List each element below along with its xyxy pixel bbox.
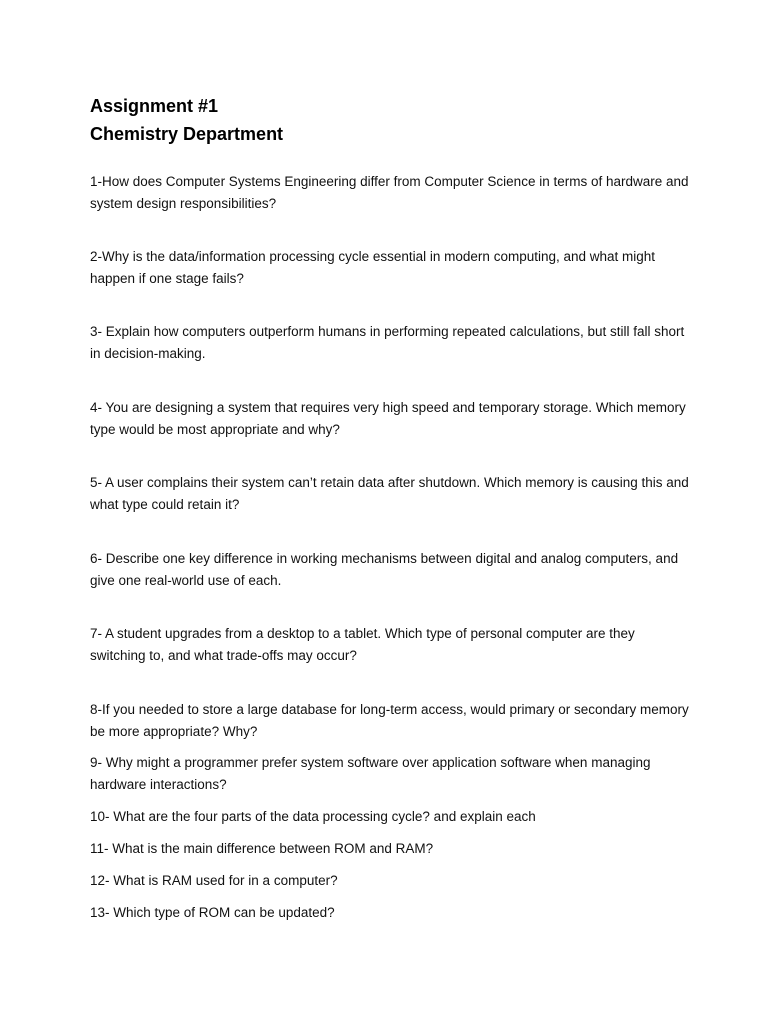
- question-1: 1-How does Computer Systems Engineering differ from Computer Science in terms of hardware and system design responsibilities?: [90, 174, 689, 211]
- question-12: 12- What is RAM used for in a computer?: [90, 873, 338, 888]
- question-13: 13- Which type of ROM can be updated?: [90, 905, 335, 920]
- question-10: 10- What are the four parts of the data processing cycle? and explain each: [90, 809, 536, 824]
- question-3: 3- Explain how computers outperform humans in performing repeated calculations, but still fall short in decision-making.: [90, 324, 685, 361]
- question-8: 8-If you needed to store a large database for long-term access, would primary or secondary memory be more appropriate? Why?: [90, 702, 689, 739]
- question-9: 9- Why might a programmer prefer system software over application software when managing hardware interactions?: [90, 755, 651, 792]
- question-2: 2-Why is the data/information processing cycle essential in modern computing, and what might happen if one stage fails?: [90, 249, 656, 286]
- question-4: 4- You are designing a system that requires very high speed and temporary storage. Which memory type would be most appropriate and why?: [90, 400, 686, 437]
- question-11: 11- What is the main difference between ROM and RAM?: [90, 841, 434, 856]
- assignment-title: Assignment #1: [90, 96, 219, 116]
- question-7: 7- A student upgrades from a desktop to a tablet. Which type of personal computer are they switching to, and what trade-offs may occur?: [90, 626, 635, 663]
- question-5: 5- A user complains their system can’t retain data after shutdown. Which memory is causing this and what type could retain it?: [90, 475, 689, 512]
- question-6: 6- Describe one key difference in working mechanisms between digital and analog computers, and give one real-world use of each.: [90, 551, 679, 588]
- department-heading: Chemistry Department: [90, 124, 284, 144]
